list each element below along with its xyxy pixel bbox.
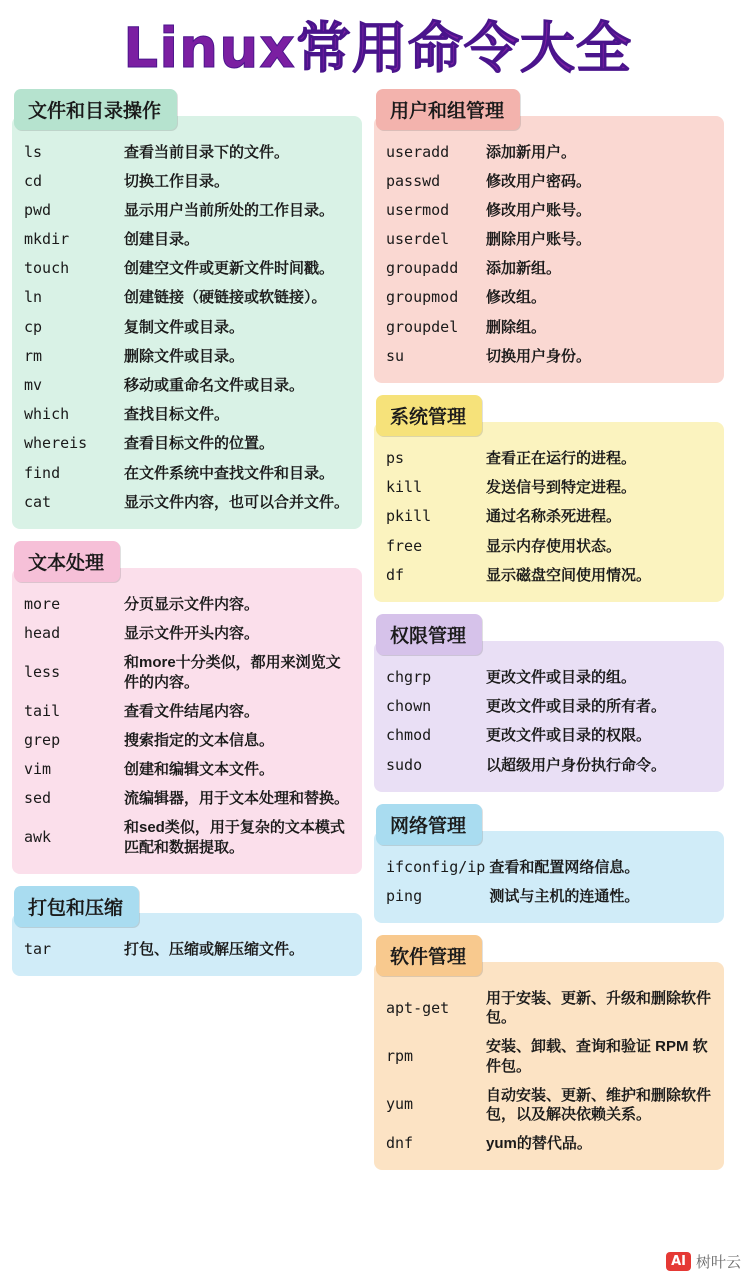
section-files-header: 文件和目录操作 bbox=[14, 89, 177, 130]
command-name: tail bbox=[24, 701, 61, 720]
command-desc: 创建空文件或更新文件时间戳。 bbox=[124, 260, 335, 278]
command-desc: 修改用户密码。 bbox=[486, 172, 592, 190]
command-desc: 删除用户账号。 bbox=[486, 231, 592, 249]
table-row bbox=[22, 371, 352, 400]
table-row bbox=[22, 283, 352, 312]
command-name: pkill bbox=[386, 507, 432, 526]
table-row bbox=[22, 648, 352, 696]
command-name: pwd bbox=[24, 200, 52, 219]
table-row bbox=[22, 697, 352, 726]
command-name: whereis bbox=[24, 434, 88, 453]
table-row bbox=[22, 619, 352, 648]
command-name: sed bbox=[24, 789, 52, 808]
command-desc: 通过名称杀死进程。 bbox=[486, 508, 622, 526]
table-row bbox=[384, 882, 714, 911]
command-name: groupmod bbox=[386, 288, 459, 307]
table-row bbox=[384, 1081, 714, 1129]
command-name: ping bbox=[386, 886, 423, 905]
command-name: less bbox=[24, 662, 61, 681]
content-columns bbox=[12, 89, 743, 1171]
section-permissions-header: 权限管理 bbox=[376, 614, 482, 655]
command-desc: 测试与主机的连通性。 bbox=[489, 887, 640, 905]
command-name: apt-get bbox=[386, 998, 450, 1017]
command-name: rpm bbox=[386, 1047, 414, 1066]
command-desc: 显示磁盘空间使用情况。 bbox=[486, 566, 652, 584]
table-row bbox=[384, 532, 714, 561]
command-name: chown bbox=[386, 697, 432, 716]
section-users-header: 用户和组管理 bbox=[376, 89, 520, 130]
table-row bbox=[22, 196, 352, 225]
table-row bbox=[384, 283, 714, 312]
section-permissions bbox=[374, 614, 724, 792]
section-network-header: 网络管理 bbox=[376, 804, 482, 845]
command-name: tar bbox=[24, 939, 52, 958]
command-desc: 查看当前目录下的文件。 bbox=[124, 143, 290, 161]
software-command-table bbox=[384, 984, 714, 1158]
command-desc: yum的替代品。 bbox=[486, 1135, 592, 1153]
ai-badge-icon: AI bbox=[666, 1252, 691, 1271]
section-users-body bbox=[374, 116, 724, 384]
table-row bbox=[22, 138, 352, 167]
command-desc: 修改组。 bbox=[486, 289, 547, 307]
command-desc: 切换用户身份。 bbox=[486, 347, 592, 365]
section-text bbox=[12, 541, 362, 874]
command-name: kill bbox=[386, 478, 423, 497]
command-desc: 自动安装、更新、维护和删除软件包，以及解决依赖关系。 bbox=[486, 1086, 712, 1123]
table-row bbox=[22, 459, 352, 488]
command-name: awk bbox=[24, 828, 52, 847]
command-desc: 修改用户账号。 bbox=[486, 201, 592, 219]
table-row bbox=[22, 167, 352, 196]
table-row bbox=[22, 784, 352, 813]
command-name: ls bbox=[24, 142, 43, 161]
page-title: Linux常用命令大全 bbox=[123, 16, 632, 80]
table-row bbox=[384, 984, 714, 1032]
table-row bbox=[384, 444, 714, 473]
command-name: useradd bbox=[386, 142, 450, 161]
table-row bbox=[384, 663, 714, 692]
table-row bbox=[22, 254, 352, 283]
system-command-table bbox=[384, 444, 714, 590]
command-name: mv bbox=[24, 376, 43, 394]
command-name: free bbox=[386, 536, 423, 555]
command-name: which bbox=[24, 405, 70, 424]
files-command-table bbox=[22, 138, 352, 517]
command-desc: 查找目标文件。 bbox=[124, 406, 230, 424]
command-name: yum bbox=[386, 1095, 414, 1114]
command-name: groupdel bbox=[386, 317, 459, 336]
command-name: su bbox=[386, 346, 405, 365]
table-row bbox=[384, 167, 714, 196]
command-desc: 以超级用户身份执行命令。 bbox=[486, 756, 667, 774]
table-row bbox=[384, 853, 714, 882]
command-name: grep bbox=[24, 730, 61, 749]
section-software-header: 软件管理 bbox=[376, 935, 482, 976]
table-row bbox=[384, 692, 714, 721]
table-row bbox=[384, 721, 714, 750]
command-name: head bbox=[24, 624, 61, 643]
command-name: vim bbox=[24, 760, 52, 779]
archive-command-table bbox=[22, 935, 352, 964]
command-name: ifconfig/ip bbox=[386, 857, 486, 876]
command-name: ln bbox=[24, 288, 43, 307]
table-row bbox=[384, 254, 714, 283]
table-row bbox=[22, 813, 352, 861]
command-desc: 移动或重命名文件或目录。 bbox=[124, 377, 305, 394]
table-row bbox=[384, 138, 714, 167]
command-name: passwd bbox=[386, 171, 441, 190]
command-desc: 查看和配置网络信息。 bbox=[489, 858, 640, 876]
section-archive bbox=[12, 886, 362, 976]
table-row bbox=[22, 935, 352, 964]
command-desc: 创建和编辑文本文件。 bbox=[124, 761, 275, 779]
command-name: usermod bbox=[386, 200, 450, 219]
command-name: rm bbox=[24, 346, 43, 365]
command-name: dnf bbox=[386, 1134, 414, 1153]
section-system bbox=[374, 395, 724, 602]
text-command-table bbox=[22, 590, 352, 862]
command-desc: 和more十分类似，都用来浏览文件的内容。 bbox=[124, 654, 341, 691]
network-command-table bbox=[384, 853, 714, 911]
command-desc: 复制文件或目录。 bbox=[124, 318, 245, 336]
section-files-body bbox=[12, 116, 362, 529]
table-row bbox=[384, 473, 714, 502]
command-desc: 发送信号到特定进程。 bbox=[486, 479, 637, 497]
command-desc: 在文件系统中查找文件和目录。 bbox=[124, 464, 335, 482]
section-users bbox=[374, 89, 724, 384]
watermark bbox=[666, 1251, 741, 1272]
table-row bbox=[22, 488, 352, 517]
section-files bbox=[12, 89, 362, 529]
command-desc: 显示文件内容，也可以合并文件。 bbox=[124, 493, 350, 511]
table-row bbox=[22, 225, 352, 254]
command-desc: 用于安装、更新、升级和删除软件包。 bbox=[486, 990, 712, 1027]
command-desc: 打包、压缩或解压缩文件。 bbox=[124, 940, 305, 958]
command-desc: 安装、卸载、查询和验证 RPM 软件包。 bbox=[486, 1038, 708, 1075]
table-row bbox=[22, 755, 352, 784]
users-command-table bbox=[384, 138, 714, 372]
command-name: sudo bbox=[386, 755, 423, 774]
section-text-header: 文本处理 bbox=[14, 541, 120, 582]
command-name: chmod bbox=[386, 726, 432, 745]
table-row bbox=[384, 502, 714, 531]
command-name: ps bbox=[386, 449, 405, 467]
command-name: userdel bbox=[386, 230, 450, 249]
command-desc: 流编辑器，用于文本处理和替换。 bbox=[124, 790, 350, 808]
command-name: cd bbox=[24, 171, 43, 190]
table-row bbox=[22, 313, 352, 342]
section-software-body bbox=[374, 962, 724, 1170]
table-row bbox=[384, 342, 714, 371]
section-network bbox=[374, 804, 724, 923]
section-archive-header: 打包和压缩 bbox=[14, 886, 139, 927]
table-row bbox=[384, 196, 714, 225]
command-desc: 添加新组。 bbox=[486, 260, 562, 278]
command-desc: 显示用户当前所处的工作目录。 bbox=[124, 201, 335, 219]
command-desc: 更改文件或目录的组。 bbox=[486, 668, 637, 686]
command-desc: 分页显示文件内容。 bbox=[124, 595, 260, 613]
command-desc: 显示内存使用状态。 bbox=[486, 537, 622, 555]
section-text-body bbox=[12, 568, 362, 874]
table-row bbox=[384, 1129, 714, 1158]
command-name: mkdir bbox=[24, 230, 70, 249]
command-desc: 搜索指定的文本信息。 bbox=[124, 731, 275, 749]
command-desc: 更改文件或目录的所有者。 bbox=[486, 698, 667, 716]
command-desc: 创建目录。 bbox=[124, 231, 200, 249]
table-row bbox=[384, 225, 714, 254]
left-column bbox=[12, 89, 362, 977]
table-row bbox=[22, 726, 352, 755]
section-permissions-body bbox=[374, 641, 724, 792]
command-name: touch bbox=[24, 259, 70, 278]
command-desc: 删除组。 bbox=[486, 318, 547, 336]
section-software bbox=[374, 935, 724, 1170]
table-row bbox=[22, 429, 352, 458]
command-desc: 查看目标文件的位置。 bbox=[124, 435, 275, 453]
watermark-text: 树叶云 bbox=[695, 1254, 741, 1271]
command-desc: 添加新用户。 bbox=[486, 143, 577, 161]
command-desc: 创建链接（硬链接或软链接）。 bbox=[124, 289, 327, 307]
permissions-command-table bbox=[384, 663, 714, 780]
table-row bbox=[384, 1032, 714, 1080]
table-row bbox=[384, 561, 714, 590]
command-name: chgrp bbox=[386, 667, 432, 686]
command-name: groupadd bbox=[386, 259, 459, 278]
table-row bbox=[384, 313, 714, 342]
command-name: cat bbox=[24, 492, 52, 511]
right-column bbox=[374, 89, 724, 1171]
command-name: more bbox=[24, 594, 61, 613]
command-desc: 显示文件开头内容。 bbox=[124, 625, 260, 643]
command-desc: 查看正在运行的进程。 bbox=[486, 450, 637, 467]
command-desc: 删除文件或目录。 bbox=[124, 347, 245, 365]
command-name: find bbox=[24, 463, 61, 482]
command-desc: 查看文件结尾内容。 bbox=[124, 702, 260, 720]
table-row bbox=[22, 590, 352, 619]
section-system-body bbox=[374, 422, 724, 602]
table-row bbox=[22, 342, 352, 371]
command-name: df bbox=[386, 565, 405, 584]
section-system-header: 系统管理 bbox=[376, 395, 482, 436]
command-desc: 切换工作目录。 bbox=[124, 172, 230, 190]
table-row bbox=[384, 751, 714, 780]
command-desc: 和sed类似，用于复杂的文本模式匹配和数据提取。 bbox=[124, 819, 345, 856]
command-name: cp bbox=[24, 317, 43, 336]
command-desc: 更改文件或目录的权限。 bbox=[486, 727, 652, 745]
table-row bbox=[22, 400, 352, 429]
